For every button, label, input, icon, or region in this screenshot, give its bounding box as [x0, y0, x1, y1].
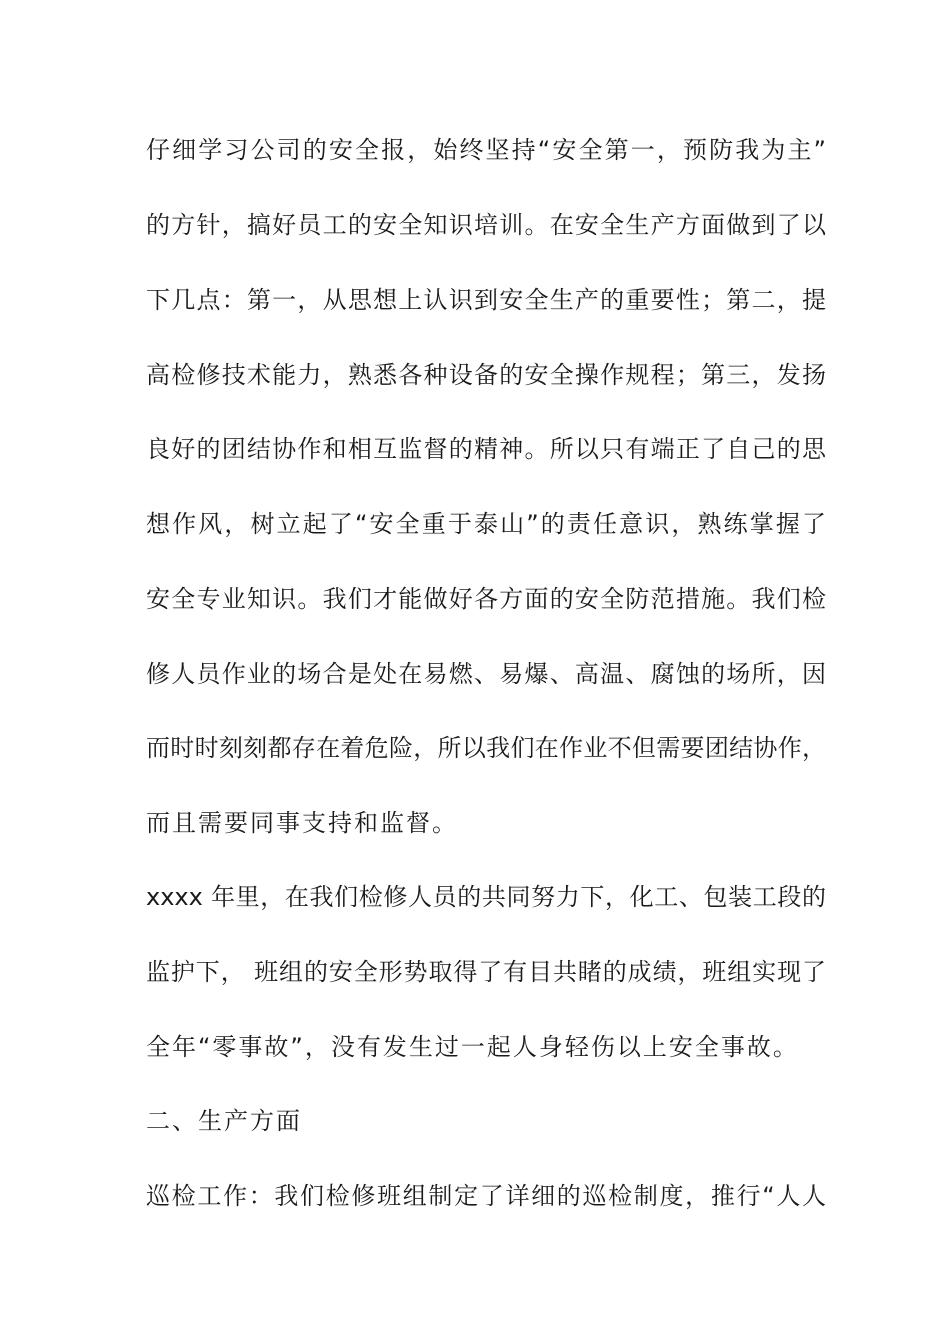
paragraph-line: 安全专业知识。我们才能做好各方面的安全防范措施。我们检	[146, 585, 826, 613]
paragraph-line: 的方针，搞好员工的安全知识培训。在安全生产方面做到了以	[146, 211, 826, 239]
paragraph-line: 全年“零事故”，没有发生过一起人身轻伤以上安全事故。	[146, 1033, 799, 1061]
paragraph-line: 巡检工作：我们检修班组制定了详细的巡检制度，推行“人人	[146, 1182, 826, 1210]
paragraph-line: xxxx 年里，在我们检修人员的共同努力下，化工、包装工段的	[146, 883, 826, 911]
paragraph-line: 而时时刻刻都存在着危险，所以我们在作业不但需要团结协作，	[146, 734, 826, 762]
paragraph-line: 而且需要同事支持和监督。	[146, 809, 458, 837]
paragraph-line: 监护下， 班组的安全形势取得了有目共睹的成绩，班组实现了	[146, 958, 826, 986]
section-heading: 二、生产方面	[146, 1107, 302, 1135]
paragraph-line: 良好的团结协作和相互监督的精神。所以只有端正了自己的思	[146, 435, 826, 463]
paragraph-line: 修人员作业的场合是处在易燃、易爆、高温、腐蚀的场所，因	[146, 660, 826, 688]
paragraph-line: 高检修技术能力，熟悉各种设备的安全操作规程；第三，发扬	[146, 361, 826, 389]
paragraph-line: 仔细学习公司的安全报，始终坚持“安全第一，预防我为主”	[146, 136, 826, 164]
paragraph-line: 想作风，树立起了“安全重于泰山”的责任意识，熟练掌握了	[146, 510, 826, 538]
paragraph-line: 下几点：第一，从思想上认识到安全生产的重要性；第二，提	[146, 286, 826, 314]
